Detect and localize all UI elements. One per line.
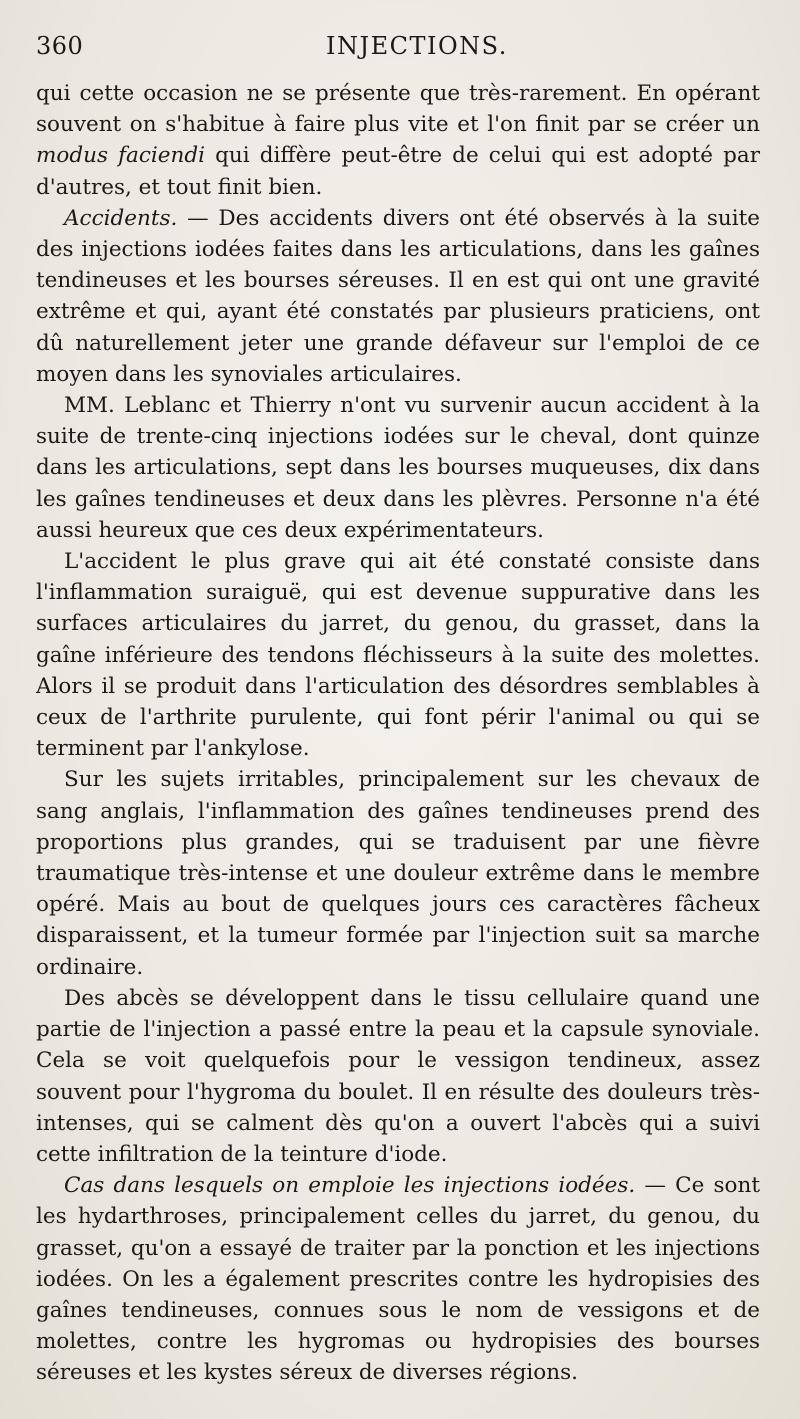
paragraph-text: MM. Leblanc et Thierry n'ont vu survenir aucun accident à la suite de trente-cinq injections iodées sur le cheval, dont quinze dans les articulations, sept dans les bourses muqueuses, dix dans les gaînes tendineuses et deux dans les plèvres. Personne n'a été aussi heureux que ces deux expérimentateurs. xyxy=(36,393,760,543)
section-title: Cas dans lesquels on emploie les injections iodées. xyxy=(64,1173,636,1199)
paragraph-text: Des abcès se développent dans le tissu cellulaire quand une partie de l'injection a passé entre la peau et la capsule synoviale. Cela se voit quelquefois pour le vessigon tendineux, assez souvent pour l'hygroma du boulet. Il en résulte des douleurs très-intenses, qui se calment dès qu'on a ouvert l'abcès qui a suivi cette infiltration de la teinture d'iode. xyxy=(36,985,760,1167)
body-text xyxy=(36,78,760,1389)
running-head: INJECTIONS. xyxy=(326,32,508,60)
page-header xyxy=(36,32,740,68)
page-number: 360 xyxy=(36,32,84,60)
paragraph-text: — Ce sont les hydarthroses, principalement celles du jarret, du genou, du grasset, qu'on a essayé de traiter par la ponction et les injections iodées. On les a également prescrites contre les hydropisies des gaînes tendineuses, connues sous le nom de vessigons et de molettes, contre les hygromas ou hydropisies des bourses séreuses et les kystes séreux de diverses régions. xyxy=(36,1173,760,1386)
paragraph-text: qui diffère peut-être de celui qui est adopté par d'autres, et tout finit bien. xyxy=(36,143,760,200)
paragraph xyxy=(36,546,760,764)
paragraph-text: qui cette occasion ne se présente que très-rarement. En opérant souvent on s'habitue à faire plus vite et l'on finit par se créer un xyxy=(36,81,760,138)
paragraph-text: L'accident le plus grave qui ait été constaté consiste dans l'inflammation suraiguë, qui est devenue suppurative dans les surfaces articulaires du jarret, du genou, du grasset, dans la gaîne inférieure des tendons fléchisseurs à la suite des molettes. Alors il se produit dans l'articulation des désordres semblables à ceux de l'arthrite purulente, qui font périr l'animal ou qui se terminent par l'ankylose. xyxy=(36,549,760,762)
section-title: Accidents. xyxy=(64,205,178,231)
paragraph xyxy=(36,983,760,1170)
paragraph-accidents xyxy=(36,203,760,390)
paragraph-text: Sur les sujets irritables, principalement sur les chevaux de sang anglais, l'inflammation des gaînes tendineuses prend des proportions plus grandes, qui se traduisent par une fièvre traumatique très-intense et une douleur extrême dans le membre opéré. Mais au bout de quelques jours ces caractères fâcheux disparaissent, et la tumeur formée par l'injection suit sa marche ordinaire. xyxy=(36,767,760,980)
paragraph-text: — Des accidents divers ont été observés à la suite des injections iodées faites dans les articulations, dans les gaînes tendineuses et les bourses séreuses. Il en est qui ont une gravité extrême et qui, ayant été constatés par plusieurs praticiens, ont dû naturellement jeter une grande défaveur sur l'emploi de ce moyen dans les synoviales articulaires. xyxy=(36,205,760,387)
paragraph xyxy=(36,764,760,982)
paragraph-cas xyxy=(36,1170,760,1388)
paragraph-continuation xyxy=(36,78,760,203)
italic-term: modus faciendi xyxy=(36,143,205,169)
paragraph xyxy=(36,390,760,546)
